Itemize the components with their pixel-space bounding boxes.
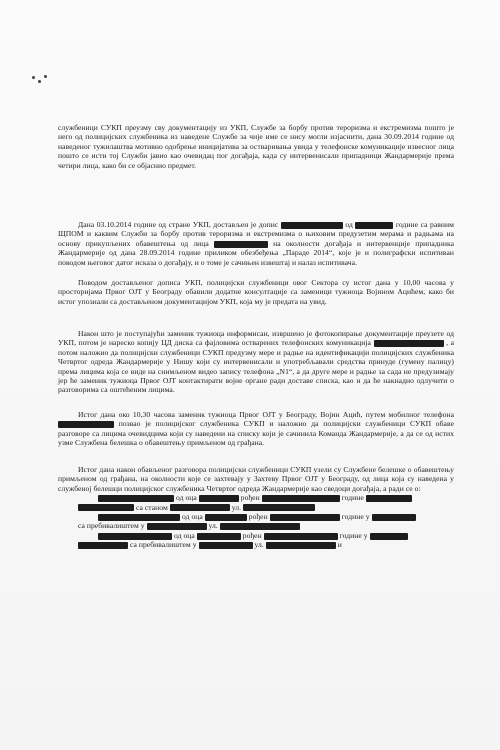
redaction	[78, 542, 128, 549]
redaction	[220, 523, 300, 530]
redaction	[170, 504, 230, 511]
paragraph-4: Након што је поступајући заменик тужиоца информисан, извршено је фотокопирање документације преузете од УКП, потом је нареско копију ЦД диска са фајловима остварених телефонских комуникација , а потом наложио да полицијски службеници СУКП предузму мере и радње на идентификацији полицијских службеника Четвртог одреда Жандармерије у Нишу који су интервенисали и употребљавали средства принуде (гумену палицу) према лицима која се виде на снимљеном видео запису телефона „N1“, а да друге мере и радње за сада не предузимају јер ће заменик тужиоца Првог ОЈТ контактирати војне органе ради доставе списка, као и да ће накнадно одлучити о разговорима са оштећеним лицима.	[58, 329, 454, 395]
redaction	[78, 504, 134, 511]
redaction	[270, 514, 340, 521]
margin-marks	[30, 74, 50, 86]
redaction	[98, 495, 174, 502]
redaction	[366, 495, 412, 502]
paragraph-2: Дана 03.10.2014 године од стране УКП, достављен је допис од године са равним ЩПОМ и каквим Служби за борбу против тероризма и екстремизма о њиховим предузетим мерама и радњама на основу прикупљених обавештења од лица на околности догађаја и интервенције припадника Жандармерије од дана 28.09.2014 године приликом обезбеђења „Параде 2014“, које је и полиграфски испитиван поводом његовог датог исказа о догађају, и о томе је сачињен извештај и налаз испитивача.	[58, 220, 455, 267]
redaction	[214, 241, 268, 248]
paragraph-5: Истог дана око 10,30 часова заменик тужиоца Првог ОЈТ у Београду, Војин Ацић, путем мобилног телефона позвао је полицијског службеника СУКП и наложио да полицијски службеници СУКП обаве разговоре са лицима очевидцима који су наведени на списку који је сачинила Команда Жандармерије, а да се од истих узме Службена белешка о обавештењу примљеном од грађана.	[58, 410, 454, 448]
redaction	[266, 542, 336, 549]
redaction	[197, 533, 241, 540]
redaction	[58, 421, 114, 428]
list-item: са пребивалиштем у ул.	[58, 521, 454, 530]
redaction	[264, 533, 338, 540]
redaction	[370, 533, 408, 540]
list-item: од оца рођен године у	[58, 512, 454, 521]
redaction	[355, 222, 393, 229]
list-item: са пребивалиштем у ул. и	[58, 540, 454, 549]
list-item: од оца рођен године	[58, 493, 454, 502]
redaction	[147, 523, 207, 530]
redaction	[372, 514, 416, 521]
redaction	[281, 222, 343, 229]
paragraph-1: службеници СУКП преузму сву документацију из УКП, Службе за борбу против тероризма и екстремизма пошто је него од полицијских службеника из наведене Службе за чије име се нису могли изјаснити, дана 30.09.2014 године од наведеног тужилаштва мотивно одобрење иницијатива за остваривања увида у телефонске комуникације извесног лица пошто се исти тој Служби јавио као очевидац пог догађаја, када су интервенисали припадници Жандармерије према четири лица, како би се објаснио предмет.	[58, 123, 454, 170]
paragraph-3: Поводом достављеног дописа УКП, полицијски службеници овог Сектора су истог дана у 10,00 часова у просторијама Првог ОЈТ у Београду обавили додатне консултације са заменици тужиоца Војином Ацићем, како би истог упознали са достављеном документацијом УКП, која му је предата на увид.	[58, 278, 454, 306]
list-item: од оца рођен године у	[58, 531, 454, 540]
redaction	[243, 504, 315, 511]
redaction	[205, 514, 247, 521]
list-item: са станом ул.	[58, 503, 454, 512]
redaction	[374, 340, 444, 347]
redaction	[199, 495, 239, 502]
redaction	[199, 542, 253, 549]
redaction	[98, 533, 172, 540]
paragraph-6: Истог дана након обављеног разговора полицијски службеници СУКП узели су Службене белешке о обавештењу примљеном од грађана, на околности које се захтевају у Захтеву Првог ОЈТ у Београду, од лица која су наведена у службеној белешци полицијског службеника Четвртог одреда Жандармерије као сведоци догађаја, а ради се о: од оца рођен године са станом ул. од оца рођен године у са пребивалиштем у ул. од оца рођен године у са пребивалиштем у ул. и	[58, 465, 454, 550]
redaction	[98, 514, 180, 521]
redaction	[262, 495, 340, 502]
